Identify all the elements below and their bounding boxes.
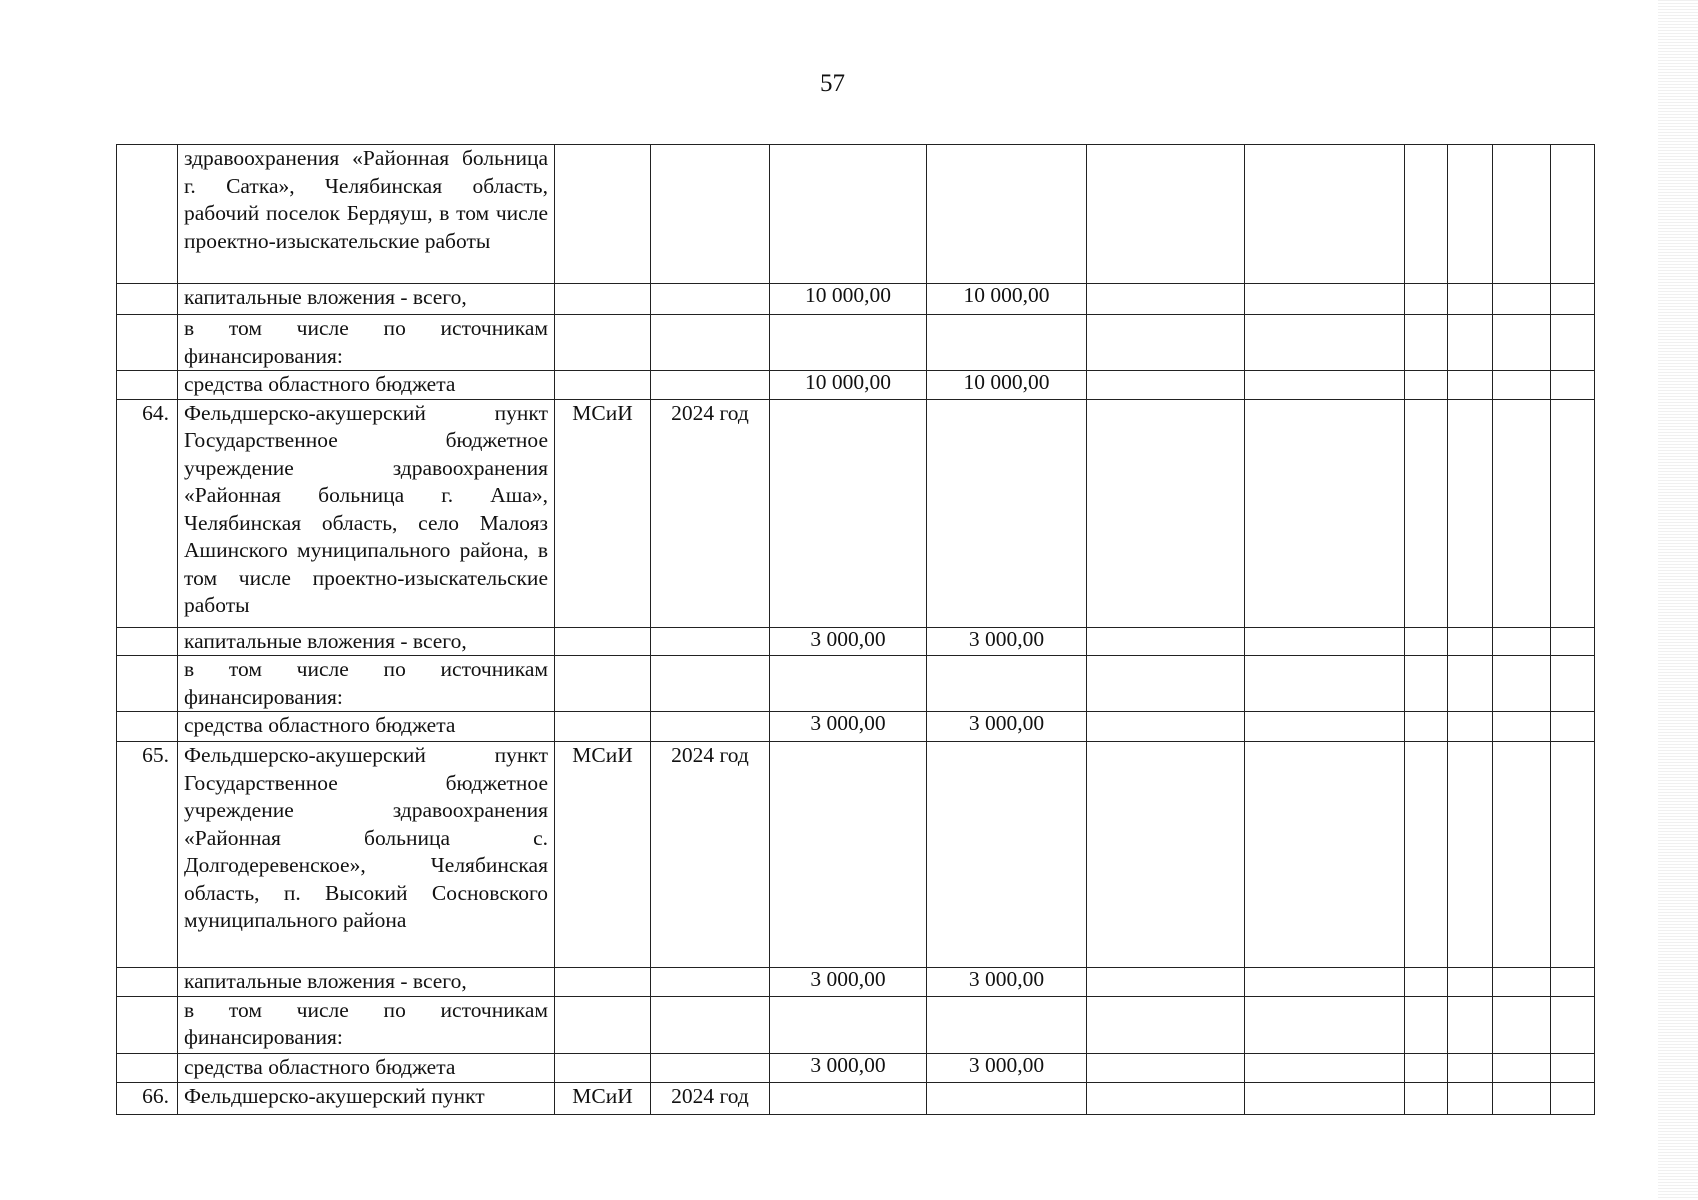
amount-total <box>770 996 927 1053</box>
empty-cell <box>1245 284 1405 315</box>
empty-cell <box>1087 399 1245 627</box>
amount-total: 10 000,00 <box>770 284 927 315</box>
empty-cell <box>1087 1053 1245 1082</box>
empty-cell <box>1087 627 1245 656</box>
empty-cell <box>1245 656 1405 712</box>
empty-cell <box>1405 145 1448 284</box>
table-row <box>117 284 1595 315</box>
amount-year: 3 000,00 <box>927 968 1087 997</box>
empty-cell <box>1448 145 1493 284</box>
empty-cell <box>1245 627 1405 656</box>
empty-cell <box>1493 145 1551 284</box>
empty-cell <box>1448 996 1493 1053</box>
table-row <box>117 399 1595 627</box>
empty-cell <box>1551 315 1595 371</box>
year <box>651 371 770 400</box>
year <box>651 996 770 1053</box>
row-description: капитальные вложения - всего, <box>178 627 555 656</box>
empty-cell <box>1245 996 1405 1053</box>
empty-cell <box>1405 656 1448 712</box>
row-description: средства областного бюджета <box>178 1053 555 1082</box>
empty-cell <box>1448 371 1493 400</box>
empty-cell <box>1493 1082 1551 1114</box>
empty-cell <box>1493 371 1551 400</box>
table-row <box>117 371 1595 400</box>
empty-cell <box>1405 1053 1448 1082</box>
empty-cell <box>1551 968 1595 997</box>
year <box>651 968 770 997</box>
row-description: средства областного бюджета <box>178 712 555 742</box>
year <box>651 1053 770 1082</box>
row-number: 64. <box>117 399 178 627</box>
empty-cell <box>1551 742 1595 968</box>
empty-cell <box>1551 399 1595 627</box>
empty-cell <box>1245 1053 1405 1082</box>
executor <box>555 656 651 712</box>
empty-cell <box>1087 145 1245 284</box>
row-number <box>117 284 178 315</box>
row-description: Фельдшерско-акушерский пункт Государственное бюджетное учреждение здравоохранения «Районная больница г. Аша», Челябинская область, село Малояз Ашинского муниципального района, в том числе проектно-изыскательские работы <box>178 399 555 627</box>
empty-cell <box>1493 968 1551 997</box>
table-row <box>117 627 1595 656</box>
executor <box>555 968 651 997</box>
executor <box>555 315 651 371</box>
year <box>651 656 770 712</box>
row-number <box>117 996 178 1053</box>
amount-year <box>927 399 1087 627</box>
row-description: Фельдшерско-акушерский пункт Государственное бюджетное учреждение здравоохранения «Районная больница с. Долгодеревенское», Челябинская область, п. Высокий Сосновского муниципального района <box>178 742 555 968</box>
empty-cell <box>1245 742 1405 968</box>
empty-cell <box>1087 656 1245 712</box>
empty-cell <box>1551 145 1595 284</box>
row-number <box>117 968 178 997</box>
amount-year <box>927 1082 1087 1114</box>
table-row <box>117 1053 1595 1082</box>
empty-cell <box>1551 284 1595 315</box>
empty-cell <box>1405 371 1448 400</box>
empty-cell <box>1493 1053 1551 1082</box>
empty-cell <box>1405 712 1448 742</box>
empty-cell <box>1087 371 1245 400</box>
empty-cell <box>1448 712 1493 742</box>
table-row <box>117 968 1595 997</box>
amount-year <box>927 315 1087 371</box>
empty-cell <box>1405 1082 1448 1114</box>
empty-cell <box>1245 1082 1405 1114</box>
row-description: в том числе по источникам финансирования: <box>178 656 555 712</box>
table-row <box>117 1082 1595 1114</box>
empty-cell <box>1493 399 1551 627</box>
empty-cell <box>1448 315 1493 371</box>
row-number <box>117 145 178 284</box>
amount-year: 10 000,00 <box>927 284 1087 315</box>
empty-cell <box>1405 996 1448 1053</box>
row-number: 65. <box>117 742 178 968</box>
row-description: Фельдшерско-акушерский пункт <box>178 1082 555 1114</box>
budget-table <box>116 144 1595 1115</box>
empty-cell <box>1551 1053 1595 1082</box>
empty-cell <box>1551 656 1595 712</box>
table-row <box>117 315 1595 371</box>
executor: МСиИ <box>555 1082 651 1114</box>
row-number <box>117 1053 178 1082</box>
year <box>651 627 770 656</box>
empty-cell <box>1405 284 1448 315</box>
amount-total <box>770 399 927 627</box>
empty-cell <box>1405 315 1448 371</box>
empty-cell <box>1493 742 1551 968</box>
amount-year <box>927 742 1087 968</box>
executor <box>555 1053 651 1082</box>
amount-year: 3 000,00 <box>927 627 1087 656</box>
amount-year <box>927 996 1087 1053</box>
empty-cell <box>1493 627 1551 656</box>
amount-total: 3 000,00 <box>770 712 927 742</box>
executor <box>555 712 651 742</box>
executor: МСиИ <box>555 399 651 627</box>
empty-cell <box>1245 712 1405 742</box>
scan-edge <box>1658 0 1698 1200</box>
table-row <box>117 742 1595 968</box>
amount-total: 10 000,00 <box>770 371 927 400</box>
amount-total <box>770 656 927 712</box>
empty-cell <box>1087 742 1245 968</box>
empty-cell <box>1087 315 1245 371</box>
year <box>651 712 770 742</box>
empty-cell <box>1448 399 1493 627</box>
empty-cell <box>1245 968 1405 997</box>
amount-total: 3 000,00 <box>770 1053 927 1082</box>
empty-cell <box>1448 284 1493 315</box>
empty-cell <box>1087 996 1245 1053</box>
row-description: в том числе по источникам финансирования: <box>178 315 555 371</box>
year: 2024 год <box>651 399 770 627</box>
page-number: 57 <box>820 70 845 97</box>
empty-cell <box>1448 968 1493 997</box>
empty-cell <box>1448 1053 1493 1082</box>
amount-total: 3 000,00 <box>770 968 927 997</box>
empty-cell <box>1448 627 1493 656</box>
table-row <box>117 145 1595 284</box>
executor <box>555 371 651 400</box>
empty-cell <box>1405 627 1448 656</box>
amount-total: 3 000,00 <box>770 627 927 656</box>
year <box>651 284 770 315</box>
empty-cell <box>1405 968 1448 997</box>
row-description: капитальные вложения - всего, <box>178 968 555 997</box>
row-number <box>117 627 178 656</box>
row-number <box>117 712 178 742</box>
empty-cell <box>1493 284 1551 315</box>
row-description: средства областного бюджета <box>178 371 555 400</box>
table-row <box>117 712 1595 742</box>
empty-cell <box>1551 371 1595 400</box>
amount-year: 3 000,00 <box>927 1053 1087 1082</box>
empty-cell <box>1245 145 1405 284</box>
empty-cell <box>1448 656 1493 712</box>
row-description: здравоохранения «Районная больница г. Сатка», Челябинская область, рабочий поселок Бердяуш, в том числе проектно-изыскательские работы <box>178 145 555 284</box>
year: 2024 год <box>651 1082 770 1114</box>
empty-cell <box>1551 712 1595 742</box>
empty-cell <box>1493 656 1551 712</box>
amount-year <box>927 145 1087 284</box>
year: 2024 год <box>651 742 770 968</box>
row-number <box>117 315 178 371</box>
amount-year: 3 000,00 <box>927 712 1087 742</box>
empty-cell <box>1493 712 1551 742</box>
empty-cell <box>1245 371 1405 400</box>
empty-cell <box>1087 968 1245 997</box>
empty-cell <box>1087 284 1245 315</box>
amount-total <box>770 145 927 284</box>
empty-cell <box>1448 742 1493 968</box>
row-description: капитальные вложения - всего, <box>178 284 555 315</box>
empty-cell <box>1405 742 1448 968</box>
empty-cell <box>1245 315 1405 371</box>
empty-cell <box>1493 996 1551 1053</box>
empty-cell <box>1087 1082 1245 1114</box>
year <box>651 315 770 371</box>
empty-cell <box>1245 399 1405 627</box>
empty-cell <box>1087 712 1245 742</box>
executor <box>555 145 651 284</box>
amount-year: 10 000,00 <box>927 371 1087 400</box>
table-row <box>117 656 1595 712</box>
executor: МСиИ <box>555 742 651 968</box>
row-description: в том числе по источникам финансирования: <box>178 996 555 1053</box>
row-number <box>117 656 178 712</box>
executor <box>555 284 651 315</box>
empty-cell <box>1551 1082 1595 1114</box>
amount-total <box>770 742 927 968</box>
amount-year <box>927 656 1087 712</box>
empty-cell <box>1405 399 1448 627</box>
empty-cell <box>1551 627 1595 656</box>
amount-total <box>770 1082 927 1114</box>
row-number <box>117 371 178 400</box>
empty-cell <box>1448 1082 1493 1114</box>
empty-cell <box>1493 315 1551 371</box>
table-row <box>117 996 1595 1053</box>
year <box>651 145 770 284</box>
amount-total <box>770 315 927 371</box>
executor <box>555 627 651 656</box>
executor <box>555 996 651 1053</box>
empty-cell <box>1551 996 1595 1053</box>
row-number: 66. <box>117 1082 178 1114</box>
